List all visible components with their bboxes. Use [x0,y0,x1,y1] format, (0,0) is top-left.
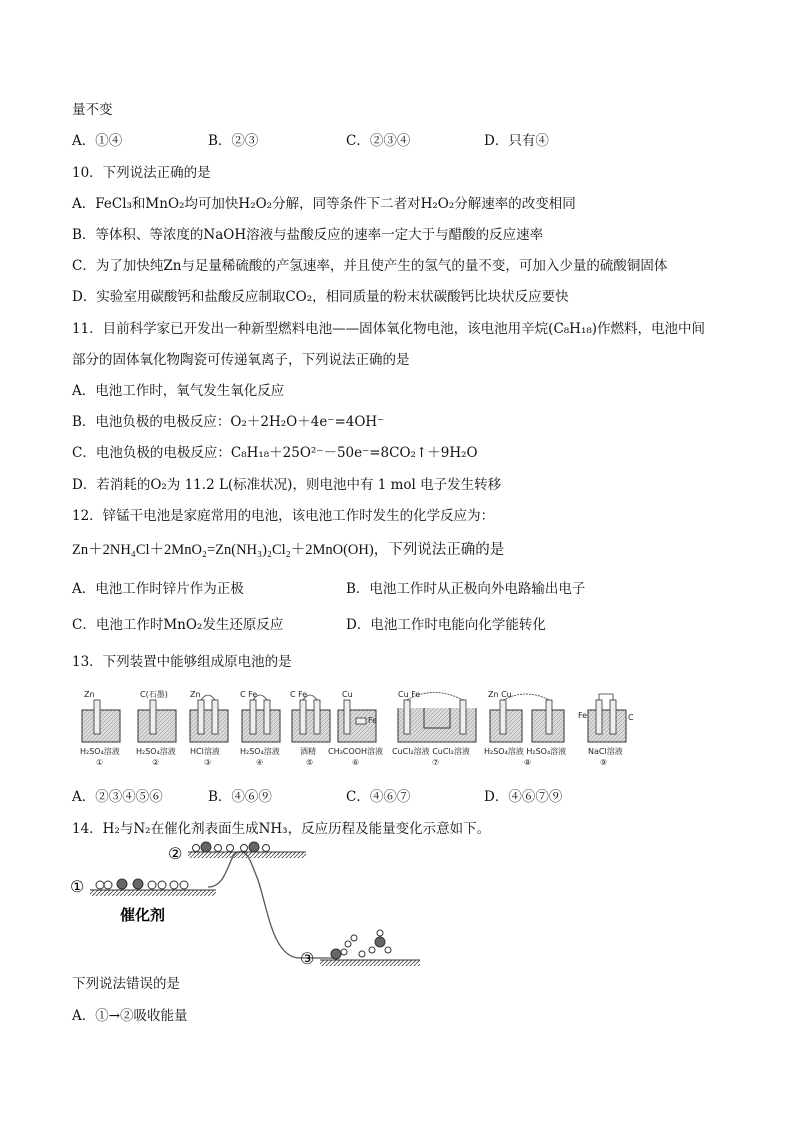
q9-continuation: 量不变 [72,102,113,118]
stage-3-surface [320,960,420,966]
device-6-electrode-label: Cu [342,690,353,699]
q14-energy-figure [68,840,428,970]
device-8-solution: H₂SO₄溶液 H₂SO₄溶液 [484,747,567,756]
catalyst-label: 催化剂 [120,906,166,924]
device-3-solution: HCl溶液 [190,747,220,756]
device-7 [392,690,476,767]
q10-option-b: B．等体积、等浓度的NaOH溶液与盐酸反应的速率一定大于与醋酸的反应速率 [72,227,544,243]
device-9-right-label: C [628,713,634,722]
q9-option-d: D．只有④ [484,133,549,149]
stage-1-mark: ① [70,877,85,896]
device-7-solution: CuCl₂溶液 CuCl₂溶液 [392,747,470,756]
q11-stem-line2: 部分的固体氧化物陶瓷可传递氧离子，下列说法正确的是 [72,352,410,368]
q9-option-a: A．①④ [72,133,123,149]
device-2-solution: H₂SO₄溶液 [136,747,176,756]
q9-option-c: C．②③④ [346,133,411,149]
q14-option-a: A．①→②吸收能量 [72,1008,188,1024]
q12-equation: Zn＋2NH₄Cl＋2MnO₂=Zn(NH₃)₂Cl₂＋2MnO(OH)，下列说法正确的是 [72,542,505,558]
device-3-electrode-label: Zn [190,690,201,699]
device-2 [136,689,176,767]
device-4-number: ④ [256,758,264,767]
device-9-number: ⑨ [600,758,608,767]
device-6-solution: CH₃COOH溶液 [328,747,384,756]
q11-option-d: D．若消耗的O₂为 11.2 L(标准状况)，则电池中有 1 mol 电子发生转移 [72,477,502,493]
q12-option-c: C．电池工作时MnO₂发生还原反应 [72,617,284,633]
q11-stem-line1: 11．目前科学家已开发出一种新型燃料电池——固体氧化物电池，该电池用辛烷(C₈H₁₈)作燃料，电池中间 [72,321,706,337]
device-5-electrode-label: C Fe [290,690,308,699]
device-1 [80,690,120,767]
device-2-number: ② [152,758,160,767]
q14-question: 下列说法错误的是 [72,976,180,992]
q13-option-b: B．④⑥⑨ [208,789,272,805]
q13-option-c: C．④⑥⑦ [346,789,411,805]
q11-option-a: A．电池工作时，氧气发生氧化反应 [72,383,285,399]
q13-option-a: A．②③④⑤⑥ [72,789,163,805]
q10-option-d: D．实验室用碳酸钙和盐酸反应制取CO₂，相同质量的粉末状碳酸钙比块状反应要快 [72,289,569,305]
q12-option-d: D．电池工作时电能向化学能转化 [346,617,546,633]
q10-stem: 10．下列说法正确的是 [72,165,211,181]
device-8 [484,690,566,767]
device-8-number: ⑧ [524,758,532,767]
q13-stem: 13．下列装置中能够组成原电池的是 [72,654,292,670]
q11-option-c: C．电池负极的电极反应：C₈H₁₈＋25O²⁻－50e⁻=8CO₂↑＋9H₂O [72,445,478,461]
device-4-solution: H₂SO₄溶液 [240,747,280,756]
device-6-side-label: Fe [368,716,378,725]
q12-stem: 12．锌锰干电池是家庭常用的电池，该电池工作时发生的化学反应为： [72,508,495,524]
device-6 [328,690,383,767]
device-5 [290,690,330,767]
device-9 [578,694,634,767]
device-1-solution: H₂SO₄溶液 [80,747,120,756]
device-9-solution: NaCl溶液 [588,747,623,756]
device-2-electrode-label: C(石墨) [140,690,168,699]
stage-2-mark: ② [168,844,183,863]
device-3 [190,690,228,767]
q11-option-b: B．电池负极的电极反应：O₂＋2H₂O＋4e⁻=4OH⁻ [72,414,385,430]
q14-stem: 14．H₂与N₂在催化剂表面生成NH₃，反应历程及能量变化示意如下。 [72,821,491,837]
q9-option-b: B．②③ [208,133,259,149]
device-5-number: ⑤ [306,758,314,767]
q12-option-a: A．电池工作时锌片作为正极 [72,581,244,597]
stage-2-surface [188,852,306,858]
device-1-electrode-label: Zn [84,690,95,699]
stage-3-mark: ③ [300,949,315,968]
device-1-number: ① [96,758,104,767]
device-6-number: ⑥ [352,758,360,767]
stage-1-surface [90,890,216,896]
q13-devices-figure [78,688,658,772]
device-4-electrode-label: C Fe [240,690,258,699]
q12-option-b: B．电池工作时从正极向外电路输出电子 [346,581,586,597]
device-8-electrode-label: Zn Cu [488,690,512,699]
device-9-left-label: Fe [578,711,588,720]
q10-option-c: C．为了加快纯Zn与足量稀硫酸的产氢速率，并且使产生的氢气的量不变，可加入少量的硫酸铜固体 [72,258,668,274]
device-5-solution: 酒精 [300,747,316,756]
device-7-number: ⑦ [432,758,440,767]
q13-option-d: D．④⑥⑦⑨ [484,789,563,805]
device-7-electrode-label: Cu Fe [398,690,421,699]
device-3-number: ③ [204,758,212,767]
q10-option-a: A．FeCl₃和MnO₂均可加快H₂O₂分解，同等条件下二者对H₂O₂分解速率的改变相同 [72,196,576,212]
device-4 [240,690,280,767]
